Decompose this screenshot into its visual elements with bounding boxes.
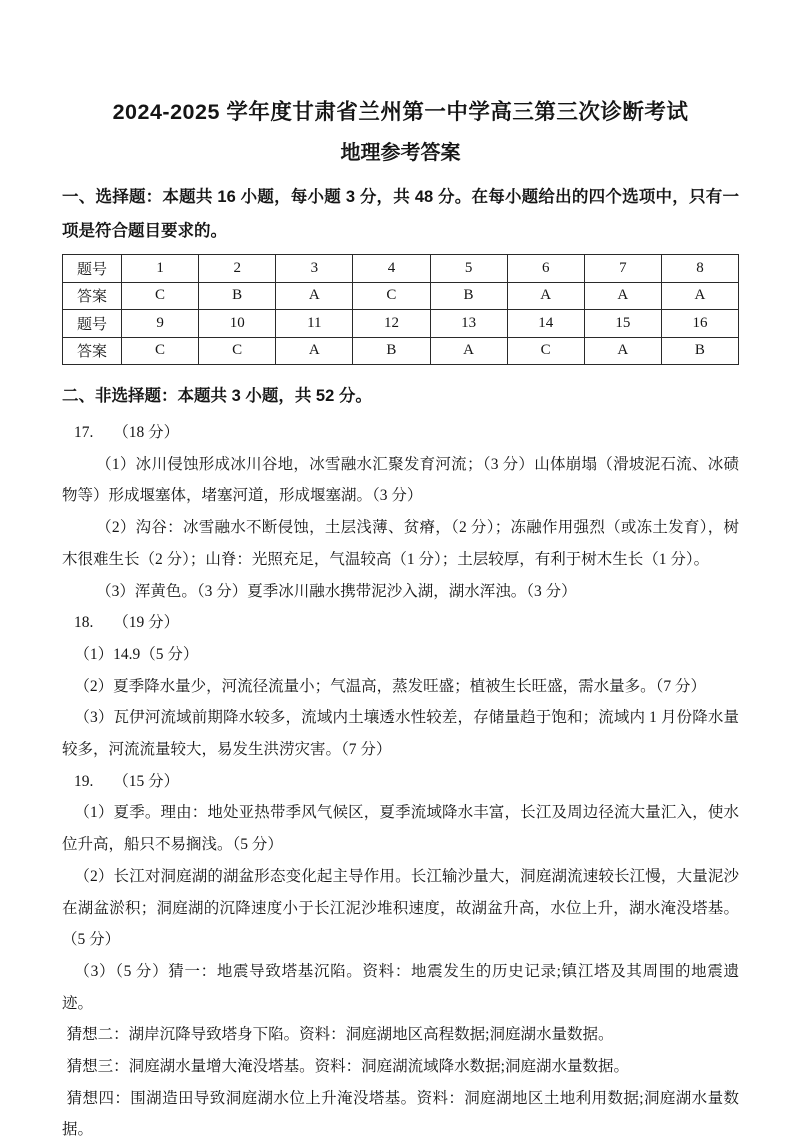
answer-cell: C: [353, 282, 430, 310]
choice-section-heading: 一、选择题：本题共 16 小题，每小题 3 分，共 48 分。在每小题给出的四个选项中，只有一项是符合题目要求的。: [62, 188, 739, 240]
question-number-cell: 13: [430, 310, 507, 338]
answer-paragraph: （1）夏季。理由：地处亚热带季风气候区，夏季流域降水丰富，长江及周边径流大量汇入，使水位升高，船只不易搁浅。（5 分）: [62, 804, 739, 854]
answer-paragraph: （1）冰川侵蚀形成冰川谷地，冰雪融水汇聚发育河流；（3 分）山体崩塌（滑坡泥石流、冰碛物等）形成堰塞体，堵塞河道，形成堰塞湖。（3 分）: [62, 455, 739, 505]
answer-cell: A: [430, 337, 507, 365]
answer-cell: B: [199, 282, 276, 310]
question-number: 19.: [74, 772, 94, 790]
answer-cell: B: [661, 337, 738, 365]
question-score: （18 分）: [113, 424, 180, 441]
exam-title: 2024-2025 学年度甘肃省兰州第一中学高三第三次诊断考试: [112, 100, 689, 124]
question-block-19: [62, 766, 739, 1146]
row-header-cell: 题号: [63, 310, 122, 338]
question-number-cell: 1: [122, 255, 199, 283]
row-header-cell: 答案: [63, 337, 122, 365]
answer-cell: C: [122, 337, 199, 365]
question-number-cell: 11: [276, 310, 353, 338]
answer-cell: B: [430, 282, 507, 310]
answer-paragraph: （3）浑黄色。（3 分）夏季冰川融水携带泥沙入湖，湖水浑浊。（3 分）: [96, 582, 577, 600]
answer-cell: A: [507, 282, 584, 310]
table-row-question-numbers-1-8: [63, 255, 739, 283]
question-number-cell: 14: [507, 310, 584, 338]
question-number-cell: 8: [661, 255, 738, 283]
answer-paragraph: 猜想四：围湖造田导致洞庭湖水位上升淹没塔基。资料：洞庭湖地区土地利用数据;洞庭湖水量数据。: [62, 1089, 739, 1139]
question-number-cell: 5: [430, 255, 507, 283]
question-number-cell: 6: [507, 255, 584, 283]
question-heading: [62, 607, 739, 639]
question-block-18: [62, 607, 739, 766]
answer-cell: B: [353, 337, 430, 365]
answer-paragraph: （2）长江对洞庭湖的湖盆形态变化起主导作用。长江输沙量大，洞庭湖流速较长江慢，大量泥沙在湖盆淤积；洞庭湖的沉降速度小于长江泥沙堆积速度，故湖盆升高，水位上升，湖水淹没塔基。（5 分）: [62, 867, 739, 949]
row-header-cell: 题号: [63, 255, 122, 283]
multiple-choice-answer-table: [62, 254, 739, 365]
answer-paragraph: （1）14.9（5 分）: [74, 645, 199, 663]
question-block-17: [62, 417, 739, 607]
row-header-cell: 答案: [63, 282, 122, 310]
answer-cell: C: [199, 337, 276, 365]
question-number-cell: 4: [353, 255, 430, 283]
answer-cell: A: [584, 337, 661, 365]
question-number-cell: 3: [276, 255, 353, 283]
answer-paragraph: （3）（5 分）猜一：地震导致塔基沉陷。资料：地震发生的历史记录;镇江塔及其周围的地震遗迹。: [62, 962, 739, 1012]
answer-cell: C: [122, 282, 199, 310]
answer-cell: A: [276, 282, 353, 310]
table-row-answers-9-16: [63, 337, 739, 365]
question-number: 18.: [74, 614, 94, 632]
question-number-cell: 9: [122, 310, 199, 338]
answer-paragraph: （2）夏季降水量少，河流径流量小；气温高，蒸发旺盛；植被生长旺盛，需水量多。（7 分）: [74, 677, 707, 695]
table-row-answers-1-8: [63, 282, 739, 310]
question-number-cell: 16: [661, 310, 738, 338]
question-number-cell: 12: [353, 310, 430, 338]
question-number: 17.: [74, 424, 94, 441]
question-number-cell: 10: [199, 310, 276, 338]
answer-cell: A: [276, 337, 353, 365]
question-number-cell: 7: [584, 255, 661, 283]
answer-cell: C: [507, 337, 584, 365]
answer-paragraph: （3）瓦伊河流域前期降水较多，流域内土壤透水性较差，存储量趋于饱和；流域内 1 月份降水量较多，河流流量较大，易发生洪涝灾害。（7 分）: [62, 709, 739, 759]
question-heading: [62, 417, 739, 449]
question-heading: [62, 766, 739, 798]
question-number-cell: 15: [584, 310, 661, 338]
question-score: （19 分）: [113, 614, 180, 632]
question-number-cell: 2: [199, 255, 276, 283]
answer-paragraph: 猜想二：湖岸沉降导致塔身下陷。资料：洞庭湖地区高程数据;洞庭湖水量数据。: [66, 1026, 614, 1044]
answer-paragraph: 猜想三：洞庭湖水量增大淹没塔基。资料：洞庭湖流域降水数据;洞庭湖水量数据。: [66, 1058, 629, 1076]
table-row-question-numbers-9-16: [63, 310, 739, 338]
answer-paragraph: （2）沟谷：冰雪融水不断侵蚀，土层浅薄、贫瘠，（2 分）；冻融作用强烈（或冻土发育），树木很难生长（2 分）；山脊：光照充足，气温较高（1 分）；土层较厚，有利于树木生长（1 分）。: [62, 519, 739, 568]
answer-cell: A: [661, 282, 738, 310]
question-score: （15 分）: [113, 772, 180, 790]
free-response-section-heading: 二、非选择题：本题共 3 小题，共 52 分。: [62, 387, 372, 405]
answer-key-subtitle: 地理参考答案: [340, 142, 461, 164]
answer-cell: A: [584, 282, 661, 310]
